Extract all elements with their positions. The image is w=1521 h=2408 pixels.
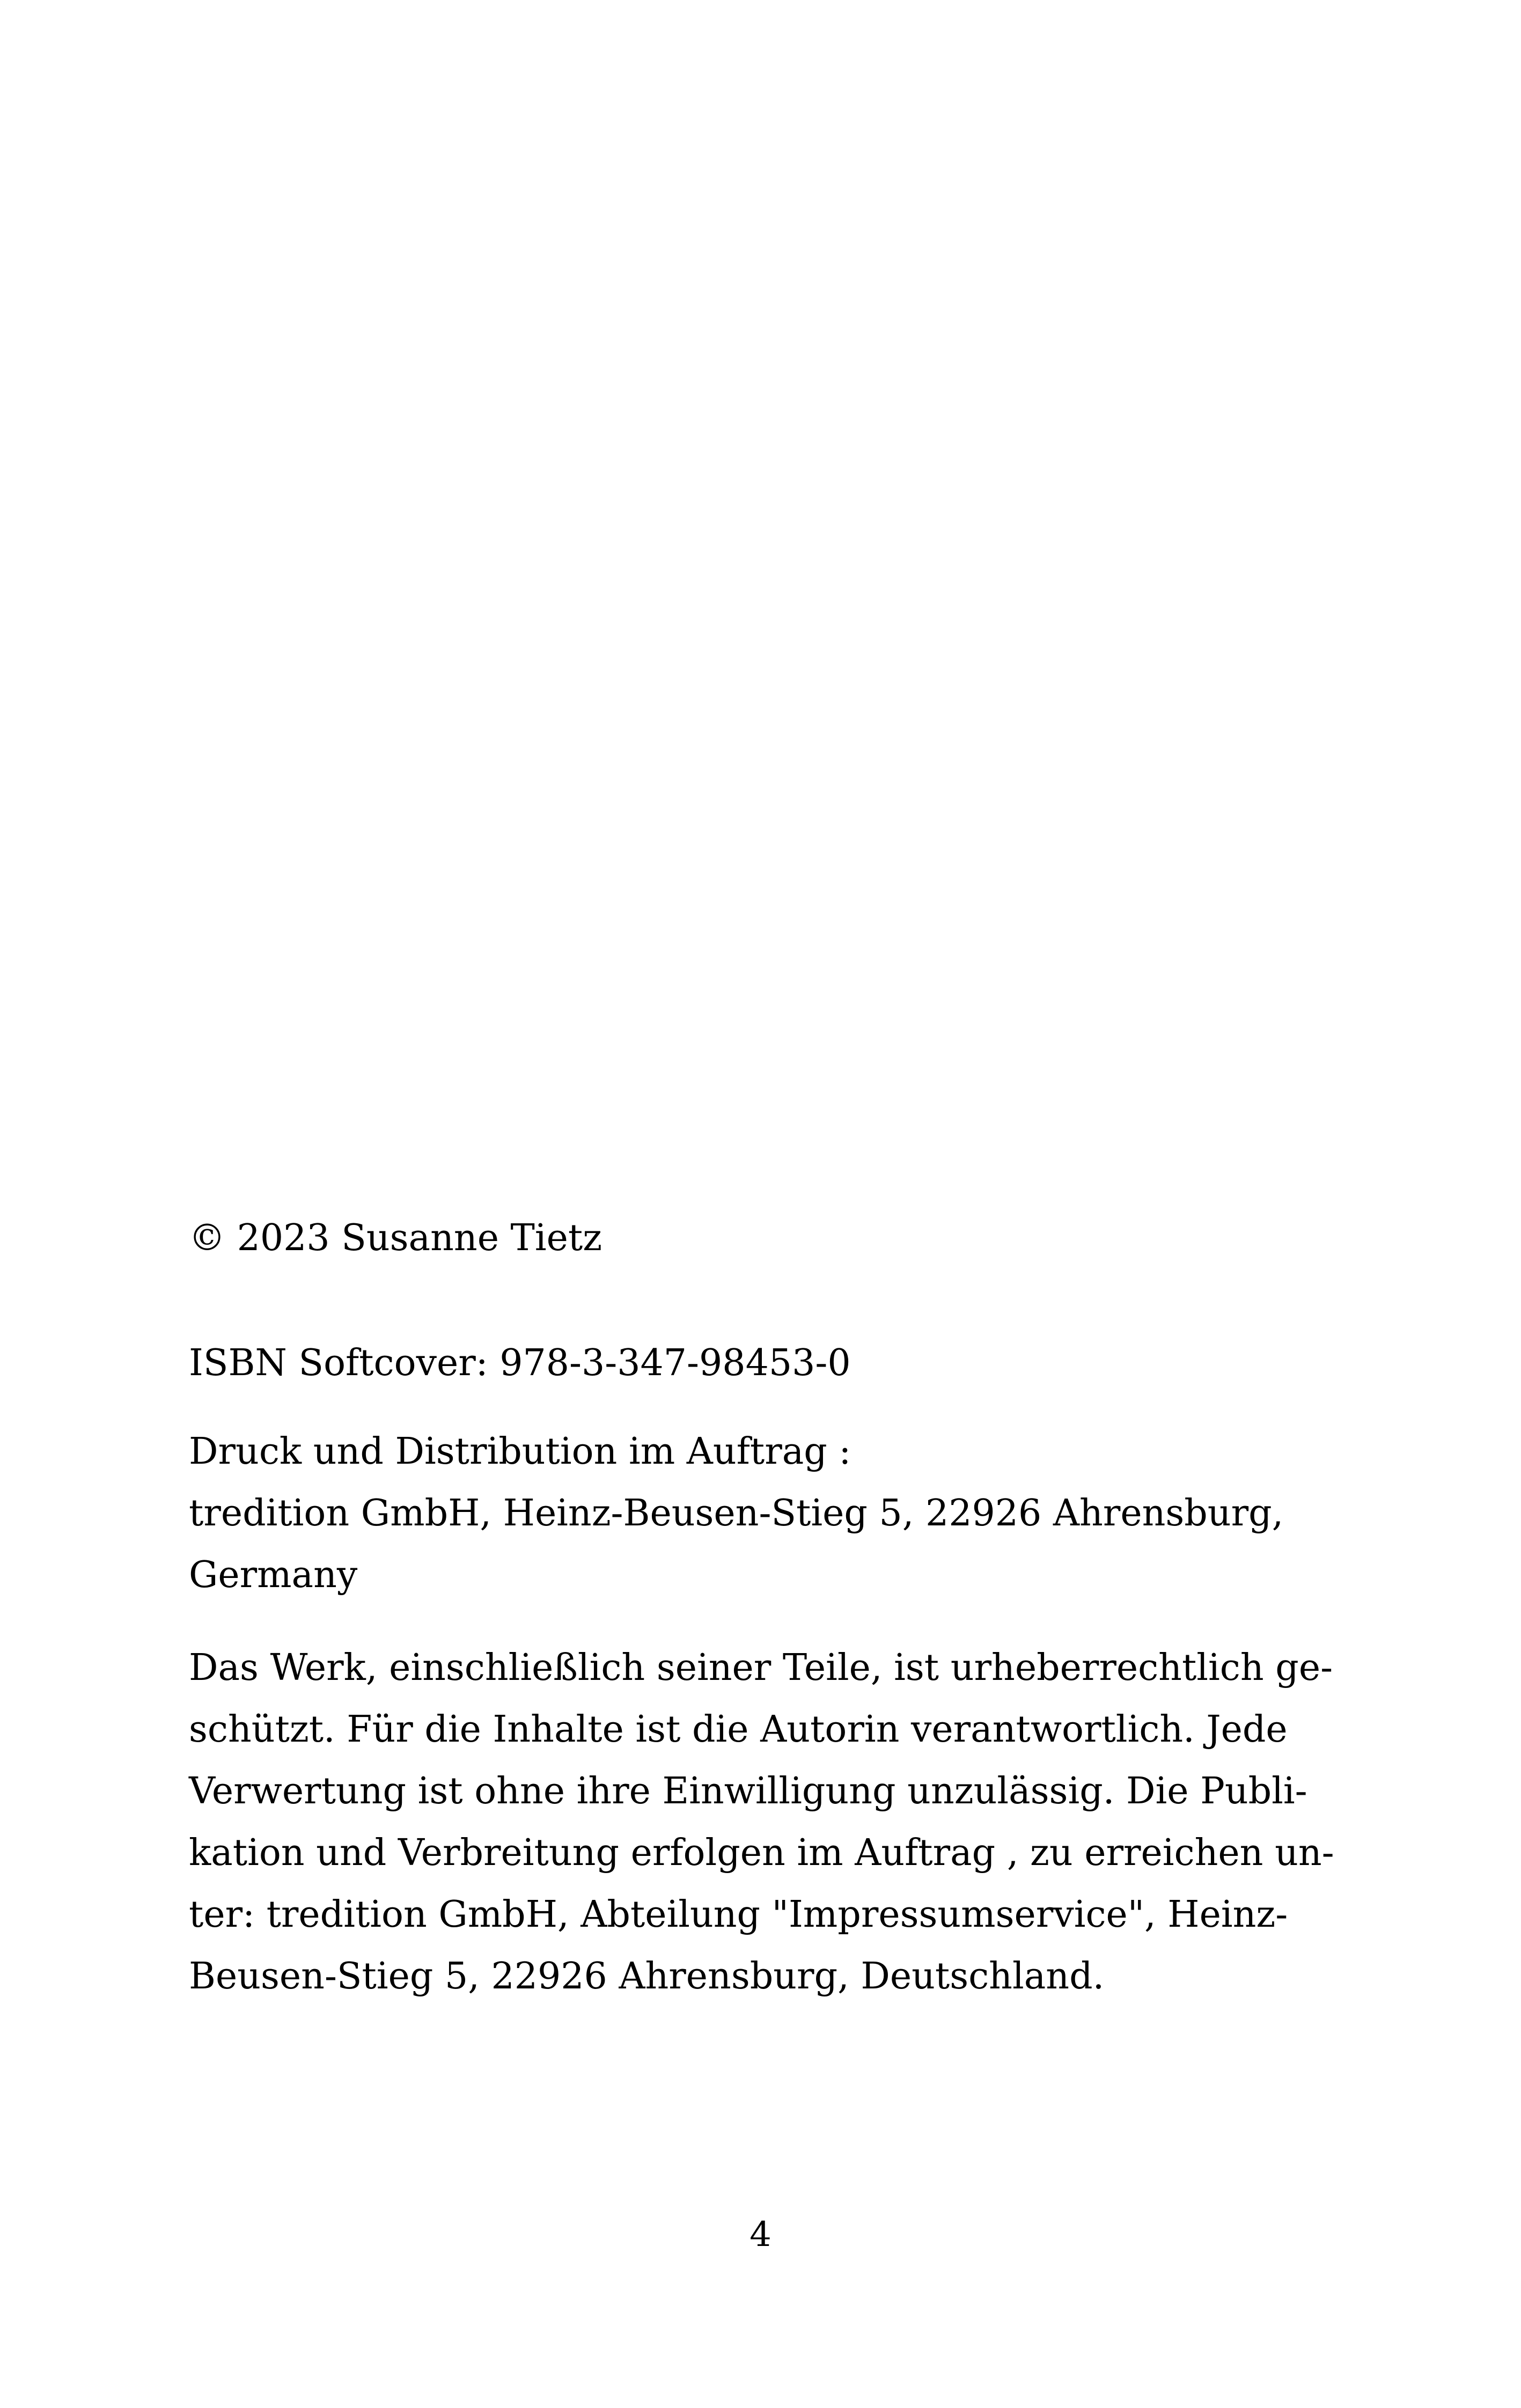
notice-line: Das Werk, einschließlich seiner Teile, ist urheberrechtlich ge- [189, 1647, 1333, 1689]
copyright-line: © 2023 Susanne Tietz [189, 1217, 602, 1259]
page-number: 4 [750, 2215, 771, 2255]
notice-line: schützt. Für die Inhalte ist die Autorin verantwortlich. Jede [189, 1708, 1288, 1751]
copyright-notice-paragraph [189, 1637, 1369, 2007]
distribution-line: Druck und Distribution im Auftrag : [189, 1430, 851, 1473]
imprint-block [189, 1207, 1369, 2007]
distribution-line: Germany [189, 1554, 358, 1596]
notice-line: kation und Verbreitung erfolgen im Auftrag , zu erreichen un- [189, 1832, 1334, 1874]
distribution-line: tredition GmbH, Heinz-Beusen-Stieg 5, 22926 Ahrensburg, [189, 1492, 1284, 1535]
isbn-line: ISBN Softcover: 978-3-347-98453-0 [189, 1342, 851, 1384]
notice-line: ter: tredition GmbH, Abteilung "Impressumservice", Heinz- [189, 1893, 1288, 1936]
notice-line: Verwertung ist ohne ihre Einwilligung unzulässig. Die Publi- [189, 1770, 1307, 1812]
distribution-paragraph [189, 1421, 1369, 1606]
notice-line: Beusen-Stieg 5, 22926 Ahrensburg, Deutschland. [189, 1955, 1105, 1998]
